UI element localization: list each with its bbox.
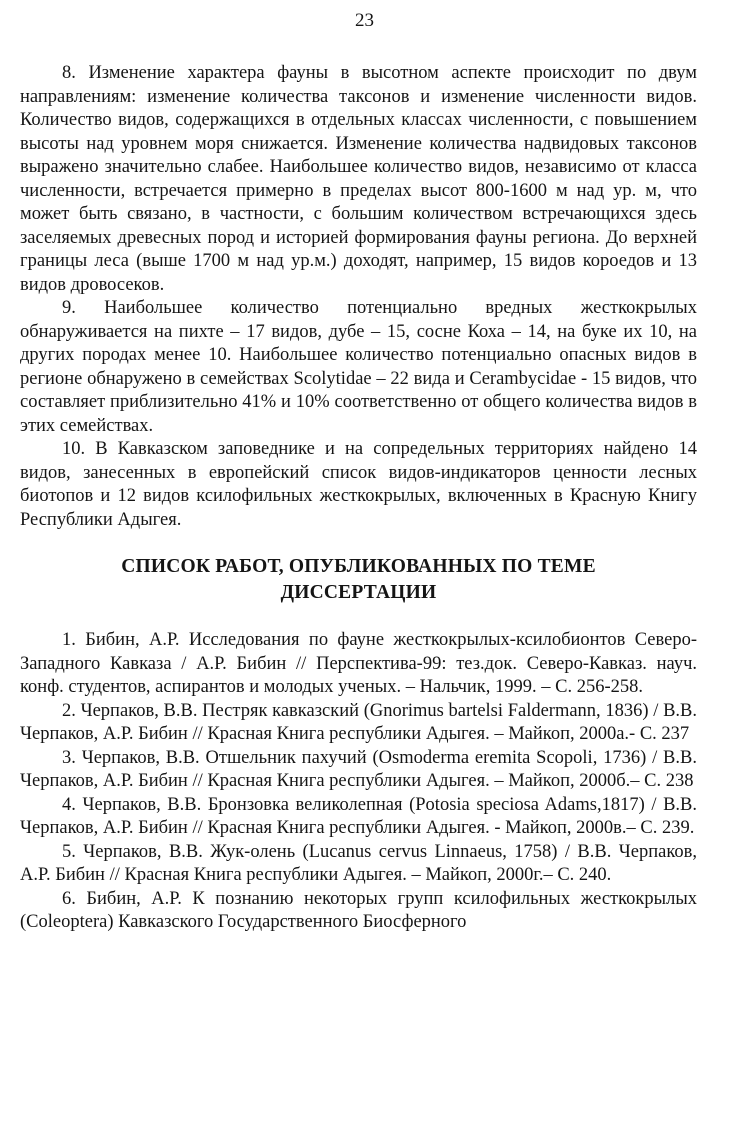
reference-item-6: 6. Бибин, А.Р. К познанию некоторых групп ксилофильных жесткокрылых (Coleoptera) Кавказского Государственного Биосферного <box>20 888 697 932</box>
conclusion-paragraph-8: 8. Изменение характера фауны в высотном аспекте происходит по двум направлениям: изменение количества таксонов и изменение численности видов. Количество видов, содержащихся в отдельных классах численности, с повышением высоты над уровнем моря снижается. Изменение количества надвидовых таксонов выражено значительно слабее. Наибольшее количество видов, независимо от класса численности, встречается примерно в пределах высот 800-1600 м над ур. м, что может быть связано, в частности, с большим количеством встречающихся здесь заселяемых древесных пород и историей формирования фауны региона. До верхней границы леса (выше 1700 м над ур.м.) доходят, например, 15 видов короедов и 13 видов дровосеков. <box>20 63 697 295</box>
reference-item-5: 5. Черпаков, В.В. Жук-олень (Lucanus cervus Linnaeus, 1758) / В.В. Черпаков, А.Р. Бибин // Красная Книга республики Адыгея. – Майкоп, 2000г.– С. 240. <box>20 841 697 885</box>
conclusions-section <box>20 62 697 532</box>
reference-item-4: 4. Черпаков, В.В. Бронзовка великолепная (Potosia speciosa Adams,1817) / В.В. Черпаков, А.Р. Бибин // Красная Книга республики Адыгея. - Майкоп, 2000в.– С. 239. <box>20 794 697 838</box>
reference-item-3: 3. Черпаков, В.В. Отшельник пахучий (Osmoderma eremita Scopoli, 1736) / В.В. Черпаков, А.Р. Бибин // Красная Книга республики Адыгея. – Майкоп, 2000б.– С. 238 <box>20 747 697 791</box>
section-heading <box>20 554 697 606</box>
reference-item-2: 2. Черпаков, В.В. Пестряк кавказский (Gnorimus bartelsi Faldermann, 1836) / В.В. Черпаков, А.Р. Бибин // Красная Книга республики Адыгея. – Майкоп, 2000а.- С. 237 <box>20 700 697 744</box>
conclusion-paragraph-10: 10. В Кавказском заповеднике и на сопредельных территориях найдено 14 видов, занесенных в европейский список видов-индикаторов ценности лесных биотопов и 12 видов ксилофильных жесткокрылых, включенных в Красную Книгу Республики Адыгея. <box>20 439 697 530</box>
references-list <box>20 629 697 935</box>
page-number: 23 <box>355 10 374 31</box>
section-heading-line-1: СПИСОК РАБОТ, ОПУБЛИКОВАННЫХ ПО ТЕМЕ <box>121 556 596 577</box>
conclusion-paragraph-9: 9. Наибольшее количество потенциально вредных жесткокрылых обнаруживается на пихте – 17 видов, дубе – 15, сосне Коха – 14, на буке их 10, на других породах менее 10. Наибольшее количество потенциально опасных видов в регионе обнаружено в семействах Scolytidae – 22 вида и Cerambycidae - 15 видов, что составляет приблизительно 41% и 10% соответственно от общего количества видов в этих семействах. <box>20 298 697 436</box>
reference-item-1: 1. Бибин, А.Р. Исследования по фауне жесткокрылых-ксилобионтов Северо-Западного Кавказа / А.Р. Бибин // Перспектива-99: тез.док. Северо-Кавказ. науч. конф. студентов, аспирантов и молодых ученых. – Нальчик, 1999. – С. 256-258. <box>20 630 697 697</box>
section-heading-line-2: ДИССЕРТАЦИИ <box>280 582 437 603</box>
document-body <box>20 62 697 935</box>
